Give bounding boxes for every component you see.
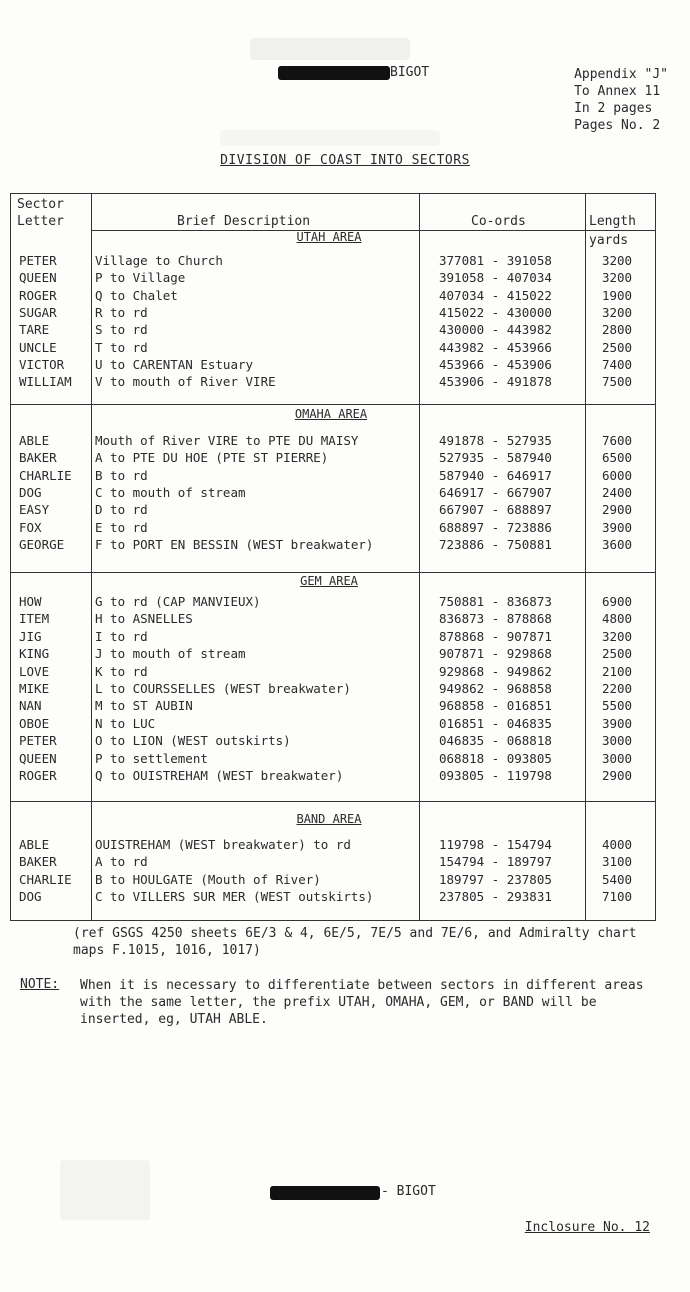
row-length: 3200	[601, 270, 633, 286]
area-title-gem: GEM AREA	[300, 574, 358, 588]
reference-text: (ref GSGS 4250 sheets 6E/3 & 4, 6E/5, 7E/5 and 7E/6, and Admiralty chart maps F.1015, 1016, 1017)	[73, 926, 637, 958]
area-divider	[11, 404, 655, 405]
row-length: 2800	[601, 322, 633, 338]
row-coords: 016851 - 046835	[439, 715, 552, 731]
row-desc: F to PORT EN BESSIN (WEST breakwater)	[95, 536, 374, 552]
row-length: 3000	[601, 733, 633, 749]
row-letter: PETER	[19, 733, 57, 749]
row-letter: HOW	[19, 594, 42, 609]
row-desc: Q to OUISTREHAM (WEST breakwater)	[95, 768, 344, 783]
header-description: Brief Description	[177, 214, 311, 229]
row-desc: H to ASNELLES	[95, 611, 193, 627]
row-desc: G to rd (CAP MANVIEUX)	[95, 594, 261, 609]
redaction-bar-top	[278, 66, 390, 80]
appendix-block	[574, 66, 668, 134]
row-length: 7500	[601, 374, 633, 390]
row-letter: GEORGE	[19, 536, 65, 552]
sectors-table	[10, 193, 656, 921]
row-desc: N to LUC	[95, 715, 156, 731]
row-coords: 237805 - 293831	[439, 888, 552, 904]
row-coords: 836873 - 878868	[439, 611, 552, 627]
row-coords: 407034 - 415022	[439, 287, 552, 303]
row-desc: C to VILLERS SUR MER (WEST outskirts)	[95, 888, 374, 904]
row-letter: OBOE	[19, 715, 50, 731]
appendix-line: Pages No. 2	[574, 118, 661, 133]
appendix-line: In 2 pages	[574, 101, 653, 116]
row-coords: 119798 - 154794	[439, 837, 552, 852]
row-letter: CHARLIE	[19, 871, 72, 887]
row-letter: QUEEN	[19, 270, 57, 286]
row-length: 4800	[601, 611, 633, 627]
area-divider	[11, 801, 655, 802]
row-letter: SUGAR	[19, 304, 57, 320]
row-letter: VICTOR	[19, 356, 65, 372]
row-desc: B to rd	[95, 467, 148, 483]
row-letter: PETER	[19, 253, 57, 268]
row-coords: 527935 - 587940	[439, 450, 552, 466]
row-desc: S to rd	[95, 322, 148, 338]
row-coords: 907871 - 929868	[439, 646, 552, 662]
col-divider	[91, 194, 92, 920]
col-divider	[585, 194, 586, 920]
row-letter: LOVE	[19, 663, 50, 679]
row-length: 6000	[601, 467, 633, 483]
stamp-smudge-top	[250, 38, 410, 60]
row-coords: 154794 - 189797	[439, 854, 552, 870]
note-label: NOTE:	[20, 977, 60, 992]
row-desc: K to rd	[95, 663, 148, 679]
header-letter: Letter	[17, 214, 64, 229]
row-length: 6500	[601, 450, 633, 466]
row-letter: TARE	[19, 322, 50, 338]
row-desc: D to rd	[95, 502, 148, 518]
row-letter: QUEEN	[19, 750, 57, 766]
row-letter: ROGER	[19, 287, 57, 303]
row-coords: 391058 - 407034	[439, 270, 552, 286]
row-letter: NAN	[19, 698, 42, 714]
row-length: 3200	[601, 253, 633, 268]
row-letter: UNCLE	[19, 339, 57, 355]
row-desc: O to LION (WEST outskirts)	[95, 733, 291, 749]
row-coords: 453966 - 453906	[439, 356, 552, 372]
row-desc: T to rd	[95, 339, 148, 355]
row-desc: Q to Chalet	[95, 287, 178, 303]
row-coords: 430000 - 443982	[439, 322, 552, 338]
row-length: 2200	[601, 681, 633, 696]
appendix-line: Appendix "J"	[574, 67, 668, 82]
row-desc: Mouth of River VIRE to PTE DU MAISY	[95, 433, 359, 448]
row-length: 3900	[601, 715, 633, 731]
header-coords: Co-ords	[471, 214, 526, 229]
row-letter: FOX	[19, 519, 42, 535]
row-letter: KING	[19, 646, 50, 662]
row-coords: 667907 - 688897	[439, 502, 552, 518]
row-letter: ABLE	[19, 837, 50, 852]
row-coords: 587940 - 646917	[439, 467, 552, 483]
row-desc: P to Village	[95, 270, 186, 286]
row-coords: 968858 - 016851	[439, 698, 552, 714]
row-letter: BAKER	[19, 854, 57, 870]
row-letter: MIKE	[19, 681, 50, 696]
row-length: 3000	[601, 750, 633, 766]
inclosure-label: Inclosure No. 12	[524, 1220, 650, 1235]
row-coords: 750881 - 836873	[439, 594, 552, 609]
row-desc: B to HOULGATE (Mouth of River)	[95, 871, 321, 887]
row-length: 5500	[601, 698, 633, 714]
row-desc: OUISTREHAM (WEST breakwater) to rd	[95, 837, 351, 852]
row-desc: U to CARENTAN Estuary	[95, 356, 254, 372]
row-coords: 415022 - 430000	[439, 304, 552, 320]
stamp-smudge-bottom	[60, 1160, 150, 1220]
row-coords: 646917 - 667907	[439, 484, 552, 500]
row-letter: CHARLIE	[19, 467, 72, 483]
row-length: 3900	[601, 519, 633, 535]
row-desc: M to ST AUBIN	[95, 698, 193, 714]
row-length: 2500	[601, 339, 633, 355]
row-desc: V to mouth of River VIRE	[95, 374, 276, 390]
row-letter: JIG	[19, 628, 42, 644]
row-length: 2500	[601, 646, 633, 662]
row-length: 2900	[601, 502, 633, 518]
row-coords: 688897 - 723886	[439, 519, 552, 535]
row-desc: Village to Church	[95, 253, 223, 268]
row-coords: 046835 - 068818	[439, 733, 552, 749]
area-title-band: BAND AREA	[296, 812, 362, 826]
header-sector: Sector	[17, 197, 64, 212]
row-desc: I to rd	[95, 628, 148, 644]
row-length: 7100	[601, 888, 633, 904]
row-coords: 189797 - 237805	[439, 871, 552, 887]
row-length: 3600	[601, 536, 633, 552]
row-length: 2100	[601, 663, 633, 679]
row-coords: 949862 - 968858	[439, 681, 552, 696]
classification-top: BIGOT	[390, 65, 430, 80]
row-letter: DOG	[19, 484, 42, 500]
row-length: 3200	[601, 304, 633, 320]
row-length: 6900	[601, 594, 633, 609]
row-letter: WILLIAM	[19, 374, 72, 390]
header-length: Length	[589, 214, 636, 229]
header-length-unit: yards	[589, 233, 629, 248]
row-desc: A to rd	[95, 854, 148, 870]
row-letter: ITEM	[19, 611, 50, 627]
row-length: 2900	[601, 768, 633, 783]
row-coords: 443982 - 453966	[439, 339, 552, 355]
row-length: 1900	[601, 287, 633, 303]
row-coords: 453906 - 491878	[439, 374, 552, 390]
row-coords: 878868 - 907871	[439, 628, 552, 644]
row-length: 5400	[601, 871, 633, 887]
row-desc: A to PTE DU HOE (PTE ST PIERRE)	[95, 450, 329, 466]
row-length: 7600	[601, 433, 633, 448]
area-title-utah: UTAH AREA	[296, 230, 362, 244]
row-desc: E to rd	[95, 519, 148, 535]
row-letter: EASY	[19, 502, 50, 518]
appendix-line: To Annex 11	[574, 84, 661, 99]
row-letter: ROGER	[19, 768, 57, 783]
area-divider	[11, 572, 655, 573]
row-desc: J to mouth of stream	[95, 646, 246, 662]
note-text: When it is necessary to differentiate between sectors in different areas with the same letter, the prefix UTAH, OMAHA, GEM, or BAND will be inserted, eg, UTAH ABLE.	[80, 978, 644, 1027]
page-title: DIVISION OF COAST INTO SECTORS	[220, 153, 470, 168]
row-desc: R to rd	[95, 304, 148, 320]
row-coords: 377081 - 391058	[439, 253, 552, 268]
row-coords: 929868 - 949862	[439, 663, 552, 679]
row-coords: 093805 - 119798	[439, 768, 552, 783]
row-coords: 723886 - 750881	[439, 536, 552, 552]
row-letter: ABLE	[19, 433, 50, 448]
row-desc: P to settlement	[95, 750, 208, 766]
area-title-omaha: OMAHA AREA	[294, 407, 368, 421]
row-desc: L to COURSSELLES (WEST breakwater)	[95, 681, 351, 696]
row-length: 4000	[601, 837, 633, 852]
stamp-smudge-mid	[220, 130, 440, 146]
row-desc: C to mouth of stream	[95, 484, 246, 500]
row-length: 7400	[601, 356, 633, 372]
redaction-bar-bottom	[270, 1186, 380, 1200]
row-coords: 491878 - 527935	[439, 433, 552, 448]
row-letter: BAKER	[19, 450, 57, 466]
row-coords: 068818 - 093805	[439, 750, 552, 766]
row-length: 2400	[601, 484, 633, 500]
row-letter: DOG	[19, 888, 42, 904]
classification-bottom: - BIGOT	[381, 1184, 436, 1199]
row-length: 3200	[601, 628, 633, 644]
col-divider	[419, 194, 420, 920]
row-length: 3100	[601, 854, 633, 870]
header-underline-length	[585, 230, 655, 231]
